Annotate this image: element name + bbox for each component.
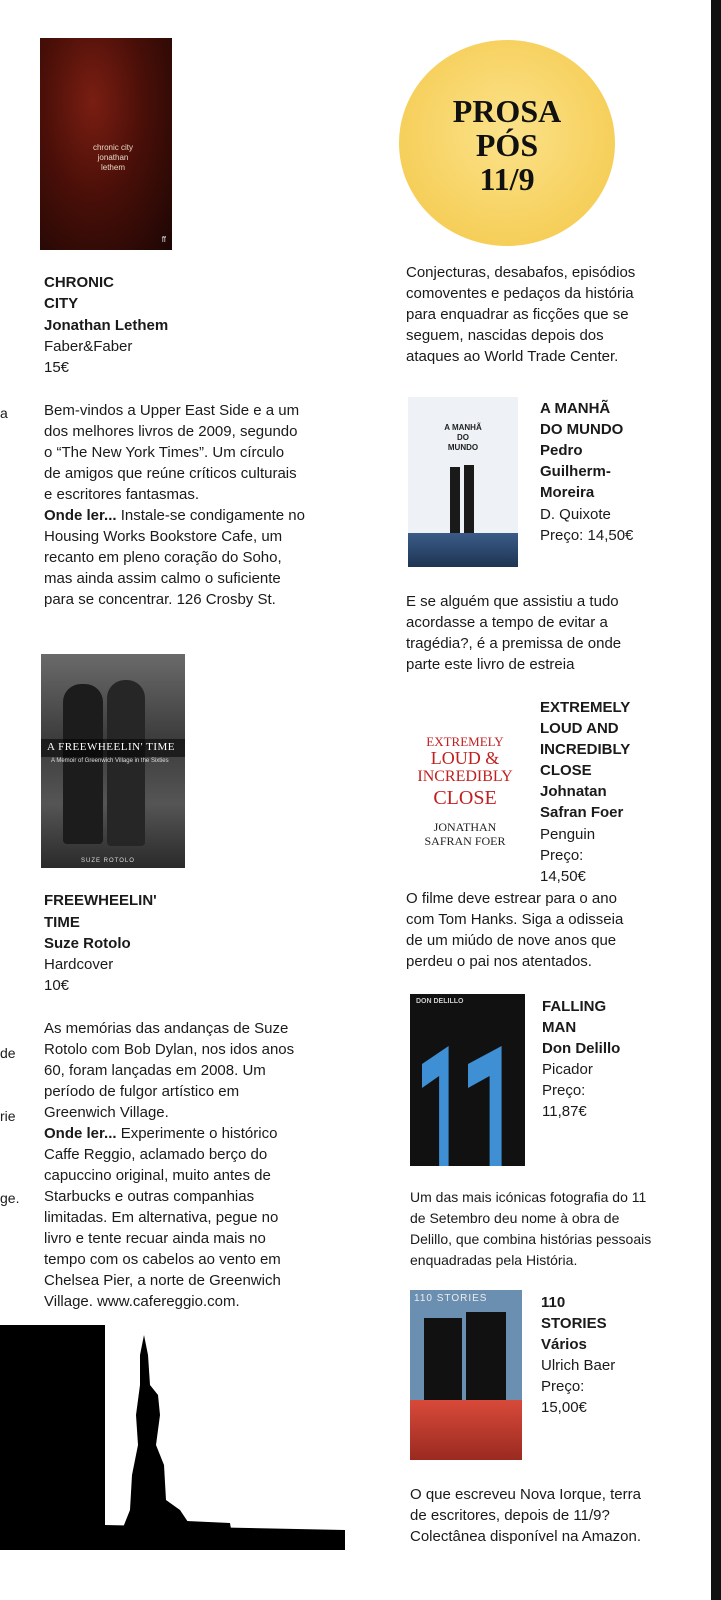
book-price-label: Preço: (541, 1378, 585, 1395)
cover-title-line: MUNDO (447, 443, 479, 452)
author-line: Pedro (540, 442, 583, 459)
cover-title-line: DO (457, 433, 469, 442)
statue-of-liberty-silhouette (0, 1325, 345, 1550)
author-line: Johnatan (540, 783, 607, 800)
publisher-mark: ff (161, 235, 166, 244)
book-price-label: Preço: (542, 1082, 586, 1099)
author-line: Vários (541, 1336, 587, 1353)
desc-line: Chelsea Pier, a norte de Greenwich (44, 1272, 281, 1289)
book-publisher: Penguin (540, 826, 596, 843)
desc-line: enquadradas pela História. (410, 1252, 578, 1268)
desc-line: Starbucks e outras companhias (44, 1188, 255, 1205)
desc-line: de escritores, depois de 11/9? (410, 1507, 610, 1524)
intro-line: para enquadrar as ficções que se (406, 306, 629, 323)
desc-line: E se alguém que assistiu a tudo (406, 593, 619, 610)
desc-line: Delillo, que combina histórias pessoais (410, 1231, 652, 1247)
book-title (540, 697, 670, 823)
section-intro (406, 262, 696, 367)
desc-line: Bem-vindos a Upper East Side e a um (44, 402, 300, 419)
desc-line: dos melhores livros de 2009, segundo (44, 423, 298, 440)
desc-line: Village. www.cafereggio.com. (44, 1293, 240, 1310)
desc-line: livro e tente recuar ainda mais no (44, 1230, 266, 1247)
desc-line: perdeu o pai nos atentados. (406, 953, 592, 970)
desc-line: o “The New York Times”. Um círculo (44, 444, 285, 461)
book-description (406, 591, 696, 675)
desc-line: 60, foram lançadas em 2008. Um (44, 1062, 266, 1079)
desc-line: Caffe Reggio, aclamado berço do (44, 1146, 268, 1163)
margin-fragment: rie (0, 1108, 16, 1124)
badge-line: 11/9 (479, 161, 535, 197)
book-title-line: FREEWHEELIN' (44, 892, 157, 909)
title-line: 110 (541, 1294, 566, 1311)
onde-ler-label: Onde ler... (44, 507, 117, 524)
desc-line: Greenwich Village. (44, 1104, 169, 1121)
book-price: 15,00€ (541, 1399, 587, 1416)
author-line: Safran Foer (540, 804, 624, 821)
cover-author-line: JONATHAN (433, 820, 497, 834)
desc-line: e escritores fantasmas. (44, 486, 200, 503)
onde-ler-text: Instale-se condigamente no (116, 507, 305, 524)
book-price-label: Preço: (540, 847, 584, 864)
book-cover-freewheelin-time[interactable] (41, 654, 185, 868)
book-description (44, 1018, 344, 1312)
book-price: 10€ (44, 977, 70, 994)
author-line: Moreira (540, 484, 595, 501)
desc-line: Rotolo com Bob Dylan, nos idos anos (44, 1041, 295, 1058)
book-price: 15€ (44, 359, 70, 376)
intro-line: seguem, nascidas depois dos (406, 327, 604, 344)
page-edge-strip (711, 0, 721, 1600)
book-title (541, 1292, 671, 1355)
book-description (406, 888, 696, 972)
desc-line: As memórias das andanças de Suze (44, 1020, 289, 1037)
author-line: Don Delillo (542, 1040, 621, 1057)
cover-author: SUZE ROTOLO (81, 858, 135, 864)
desc-line: para se concentrar. 126 Crosby St. (44, 591, 276, 608)
intro-line: comoventes e pedaços da história (406, 285, 634, 302)
desc-line: O filme deve estrear para o ano (406, 890, 617, 907)
eleven-digit-shape (468, 1046, 516, 1166)
title-line: LOUD AND (540, 720, 619, 737)
margin-fragment: de (0, 1045, 16, 1061)
book-cover-a-manha-do-mundo[interactable] (408, 397, 518, 567)
cover-red-band (410, 1400, 522, 1460)
desc-line: mas ainda assim calmo o suficiente (44, 570, 281, 587)
title-line: INCREDIBLY (540, 741, 631, 758)
book-description (410, 1484, 700, 1547)
cover-author: DON DELILLO (416, 998, 464, 1005)
badge-line: PROSA (452, 93, 562, 129)
desc-line: período de fulgor artístico em (44, 1083, 240, 1100)
title-line: FALLING (542, 998, 607, 1015)
intro-line: ataques ao World Trade Center. (406, 348, 619, 365)
book-title-line: TIME (44, 914, 80, 931)
book-publisher: Picador (542, 1061, 593, 1078)
cover-line: EXTREMELY (426, 734, 504, 749)
cover-title-line: A MANHÃ (444, 423, 482, 432)
book-description (44, 400, 344, 610)
desc-line: Colectânea disponível na Amazon. (410, 1528, 641, 1545)
book-title (540, 398, 670, 503)
book-cover-extremely-loud[interactable] (406, 696, 524, 866)
book-author: Suze Rotolo (44, 935, 131, 952)
cover-title: chronic city jonathan lethem (92, 143, 133, 172)
book-publisher: Faber&Faber (44, 338, 133, 355)
desc-line: de amigos que reúne críticos culturais (44, 465, 297, 482)
desc-line: com Tom Hanks. Siga a odisseia (406, 911, 624, 928)
tower-shape (450, 467, 460, 537)
water-shape (408, 533, 518, 567)
book-author: Jonathan Lethem (44, 317, 169, 334)
onde-ler-line (44, 505, 344, 526)
onde-ler-text: Experimente o histórico (116, 1125, 278, 1142)
title-line: DO MUNDO (540, 421, 624, 438)
book-publisher: D. Quixote (540, 506, 611, 523)
onde-ler-line (44, 1123, 344, 1144)
title-line: A MANHÃ (540, 400, 611, 417)
desc-line: limitadas. Em alternativa, pegue no (44, 1209, 279, 1226)
cover-line: LOUD & (430, 748, 500, 768)
desc-line: de Setembro deu nome à obra de (410, 1210, 620, 1226)
cover-line: CLOSE (433, 787, 497, 809)
book-title-line: CHRONIC (44, 274, 114, 291)
title-line: MAN (542, 1019, 577, 1036)
author-line: Guilherm- (540, 463, 611, 480)
cover-author-line: SAFRAN FOER (424, 834, 506, 848)
cover-line: INCREDIBLY (417, 768, 513, 785)
desc-line: Housing Works Bookstore Cafe, um (44, 528, 283, 545)
desc-line: acordasse a tempo de evitar a (406, 614, 608, 631)
book-title (542, 996, 672, 1059)
cover-title: A FREEWHEELIN' TIME (47, 741, 175, 753)
tower-shape (464, 465, 474, 537)
badge-line: PÓS (475, 127, 539, 163)
book-price: 11,87€ (542, 1103, 587, 1120)
book-cover-110-stories[interactable] (410, 1290, 522, 1460)
book-publisher: Hardcover (44, 956, 114, 973)
book-publisher: Ulrich Baer (541, 1357, 616, 1374)
desc-line: recanto em pleno coração do Soho, (44, 549, 282, 566)
book-description (410, 1187, 700, 1271)
title-line: STORIES (541, 1315, 607, 1332)
book-cover-falling-man[interactable] (410, 994, 525, 1166)
figure-silhouette (63, 684, 103, 844)
margin-fragment: a (0, 405, 8, 421)
desc-line: Um das mais icónicas fotografia do 11 (410, 1189, 647, 1205)
book-price: Preço: 14,50€ (540, 527, 634, 544)
desc-line: tempo com os cabelos ao vento em (44, 1251, 281, 1268)
intro-line: Conjecturas, desabafos, episódios (406, 264, 636, 281)
book-title-line: CITY (44, 295, 79, 312)
desc-line: tragédia?, é a premissa de onde (406, 635, 622, 652)
book-cover-chronic-city[interactable] (40, 38, 172, 250)
desc-line: parte este livro de estreia (406, 656, 575, 673)
title-line: EXTREMELY (540, 699, 631, 716)
title-line: CLOSE (540, 762, 592, 779)
margin-fragment: ge. (0, 1190, 20, 1206)
onde-ler-label: Onde ler... (44, 1125, 117, 1142)
desc-line: de um miúdo de nove anos que (406, 932, 617, 949)
prosa-pos-11-9-badge (399, 40, 615, 246)
cover-title: 110 STORIES (414, 1293, 488, 1304)
book-price: 14,50€ (540, 868, 586, 885)
desc-line: capuccino original, muito antes de (44, 1167, 271, 1184)
cover-subtitle: A Memoir of Greenwich Village in the Sixties (51, 758, 169, 764)
desc-line: O que escreveu Nova Iorque, terra (410, 1486, 641, 1503)
eleven-digit-shape (422, 1046, 460, 1166)
